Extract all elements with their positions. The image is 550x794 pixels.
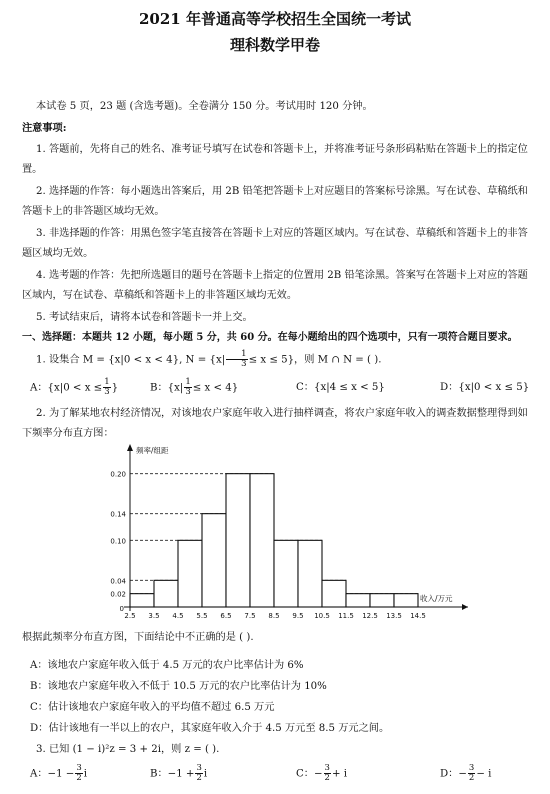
x-axis-arrow <box>462 604 468 610</box>
exam-subtitle: 理科数学甲卷 <box>229 36 320 54</box>
y-tick-label: 0.20 <box>110 470 126 479</box>
q3-option-a: A：−1 − $\frac{3}{2}$ i <box>30 763 88 783</box>
note-4: 4. 选考题的作答：先把所选题目的题号在答题卡上指定的位置用 2B 铅笔涂黑。答案写在答题卡上对应的答题区域内，写在试卷、草稿纸和答题卡上的非答题区域均无效。 <box>22 270 528 301</box>
q1-stem <box>22 350 537 371</box>
q1-fraction: $\frac{1}{3}$ <box>226 350 247 369</box>
x-tick-label: 11.5 <box>338 612 354 620</box>
histogram-bar <box>154 580 178 607</box>
histogram-bar <box>346 594 370 607</box>
y-tick-label: 0.14 <box>110 510 126 519</box>
q2-option-b: B：该地农户家庭年收入不低于 10.5 万元的农户比率估计为 10% <box>30 681 327 692</box>
x-tick-label: 9.5 <box>292 612 304 620</box>
q2-after-chart: 根据此频率分布直方图，下面结论中不正确的是 ( ). <box>22 632 254 643</box>
x-tick-label: 3.5 <box>148 612 160 620</box>
y-tick-label: 0.02 <box>110 590 126 599</box>
q3-stem: 3. 已知 (1 − i)²z = 3 + 2i，则 z = ( ). <box>36 744 220 755</box>
histogram-bar <box>274 540 298 607</box>
x-tick-label: 7.5 <box>244 612 256 620</box>
q1-option-c: C：{x|4 ≤ x < 5} <box>296 382 385 393</box>
frequency-histogram <box>90 442 470 622</box>
x-tick-label: 2.5 <box>124 612 136 620</box>
histogram-bar <box>226 474 250 607</box>
x-tick-label: 10.5 <box>314 612 330 620</box>
histogram-bar <box>202 514 226 607</box>
q2-option-a: A：该地农户家庭年收入低于 4.5 万元的农户比率估计为 6% <box>30 660 304 671</box>
histogram-bar <box>322 580 346 607</box>
q1-stem-b: ≤ x ≤ 5}，则 M ∩ N = ( ). <box>248 354 382 366</box>
q1-stem-a: 1. 设集合 M = {x|0 < x < 4}, N = {x| <box>36 354 226 366</box>
q1-option-a: A：{x|0 < x ≤ $\frac{1}{3}$ } <box>30 377 119 397</box>
histogram-bar <box>394 594 418 607</box>
q1-option-d: D：{x|0 < x ≤ 5} <box>440 382 530 393</box>
x-tick-label: 4.5 <box>172 612 184 620</box>
exam-title: 2021 年普通高等学校招生全国统一考试 <box>139 10 411 28</box>
q2-stem: 2. 为了解某地农村经济情况，对该地农户家庭年收入进行抽样调查，将农户家庭年收入的调查数据整理得到如下频率分布直方图： <box>22 408 528 439</box>
section-1-heading: 一、选择题：本题共 12 小题，每小题 5 分，共 60 分。在每小题给出的四个选项中，只有一项符合题目要求。 <box>22 332 518 343</box>
histogram-bar <box>130 594 154 607</box>
q3-option-b: B：−1 + $\frac{3}{2}$ i <box>150 763 208 783</box>
x-tick-label: 14.5 <box>410 612 426 620</box>
y-tick-label: 0.04 <box>110 577 126 586</box>
histogram-bar <box>298 540 322 607</box>
note-3: 3. 非选择题的作答：用黑色签字笔直接答在答题卡上对应的答题区域内。写在试卷、草稿纸和答题卡上的非答题区域均无效。 <box>22 228 528 259</box>
x-axis-label: 收入/万元 <box>420 594 453 603</box>
notes-title: 注意事项: <box>22 122 67 134</box>
y-axis-label: 频率/组距 <box>136 446 169 455</box>
y-axis-arrow <box>127 444 133 451</box>
q2-option-d: D：估计该地有一半以上的农户，其家庭年收入介于 4.5 万元至 8.5 万元之间。 <box>30 723 390 734</box>
y-tick-label: 0.10 <box>110 537 126 546</box>
x-tick-label: 5.5 <box>196 612 208 620</box>
x-tick-label: 6.5 <box>220 612 232 620</box>
q1-option-b: B：{x| $\frac{1}{3}$ ≤ x < 4} <box>150 377 239 397</box>
q2-option-c: C：估计该地农户家庭年收入的平均值不超过 6.5 万元 <box>30 702 275 713</box>
intro-text: 本试卷 5 页，23 题 (含选考题)。全卷满分 150 分。考试用时 120 分钟。 <box>36 101 373 112</box>
q3-option-c: C：− $\frac{3}{2}$ + i <box>296 763 347 783</box>
x-tick-label: 12.5 <box>362 612 378 620</box>
q3-option-d: D：− $\frac{3}{2}$ − i <box>440 763 492 783</box>
x-tick-label: 13.5 <box>386 612 402 620</box>
histogram-bar <box>370 594 394 607</box>
x-tick-label: 8.5 <box>268 612 280 620</box>
histogram-bar <box>250 474 274 607</box>
histogram-bar <box>178 540 202 607</box>
note-5: 5. 考试结束后，请将本试卷和答题卡一并上交。 <box>36 312 253 323</box>
note-2: 2. 选择题的作答：每小题选出答案后，用 2B 铅笔把答题卡上对应题目的答案标号涂黑。写在试卷、草稿纸和答题卡上的非答题区域均无效。 <box>22 186 528 217</box>
origin-label: 0 <box>119 605 124 613</box>
note-1: 1. 答题前，先将自己的姓名、准考证号填写在试卷和答题卡上，并将准考证号条形码粘贴在答题卡上的指定位置。 <box>22 144 528 175</box>
